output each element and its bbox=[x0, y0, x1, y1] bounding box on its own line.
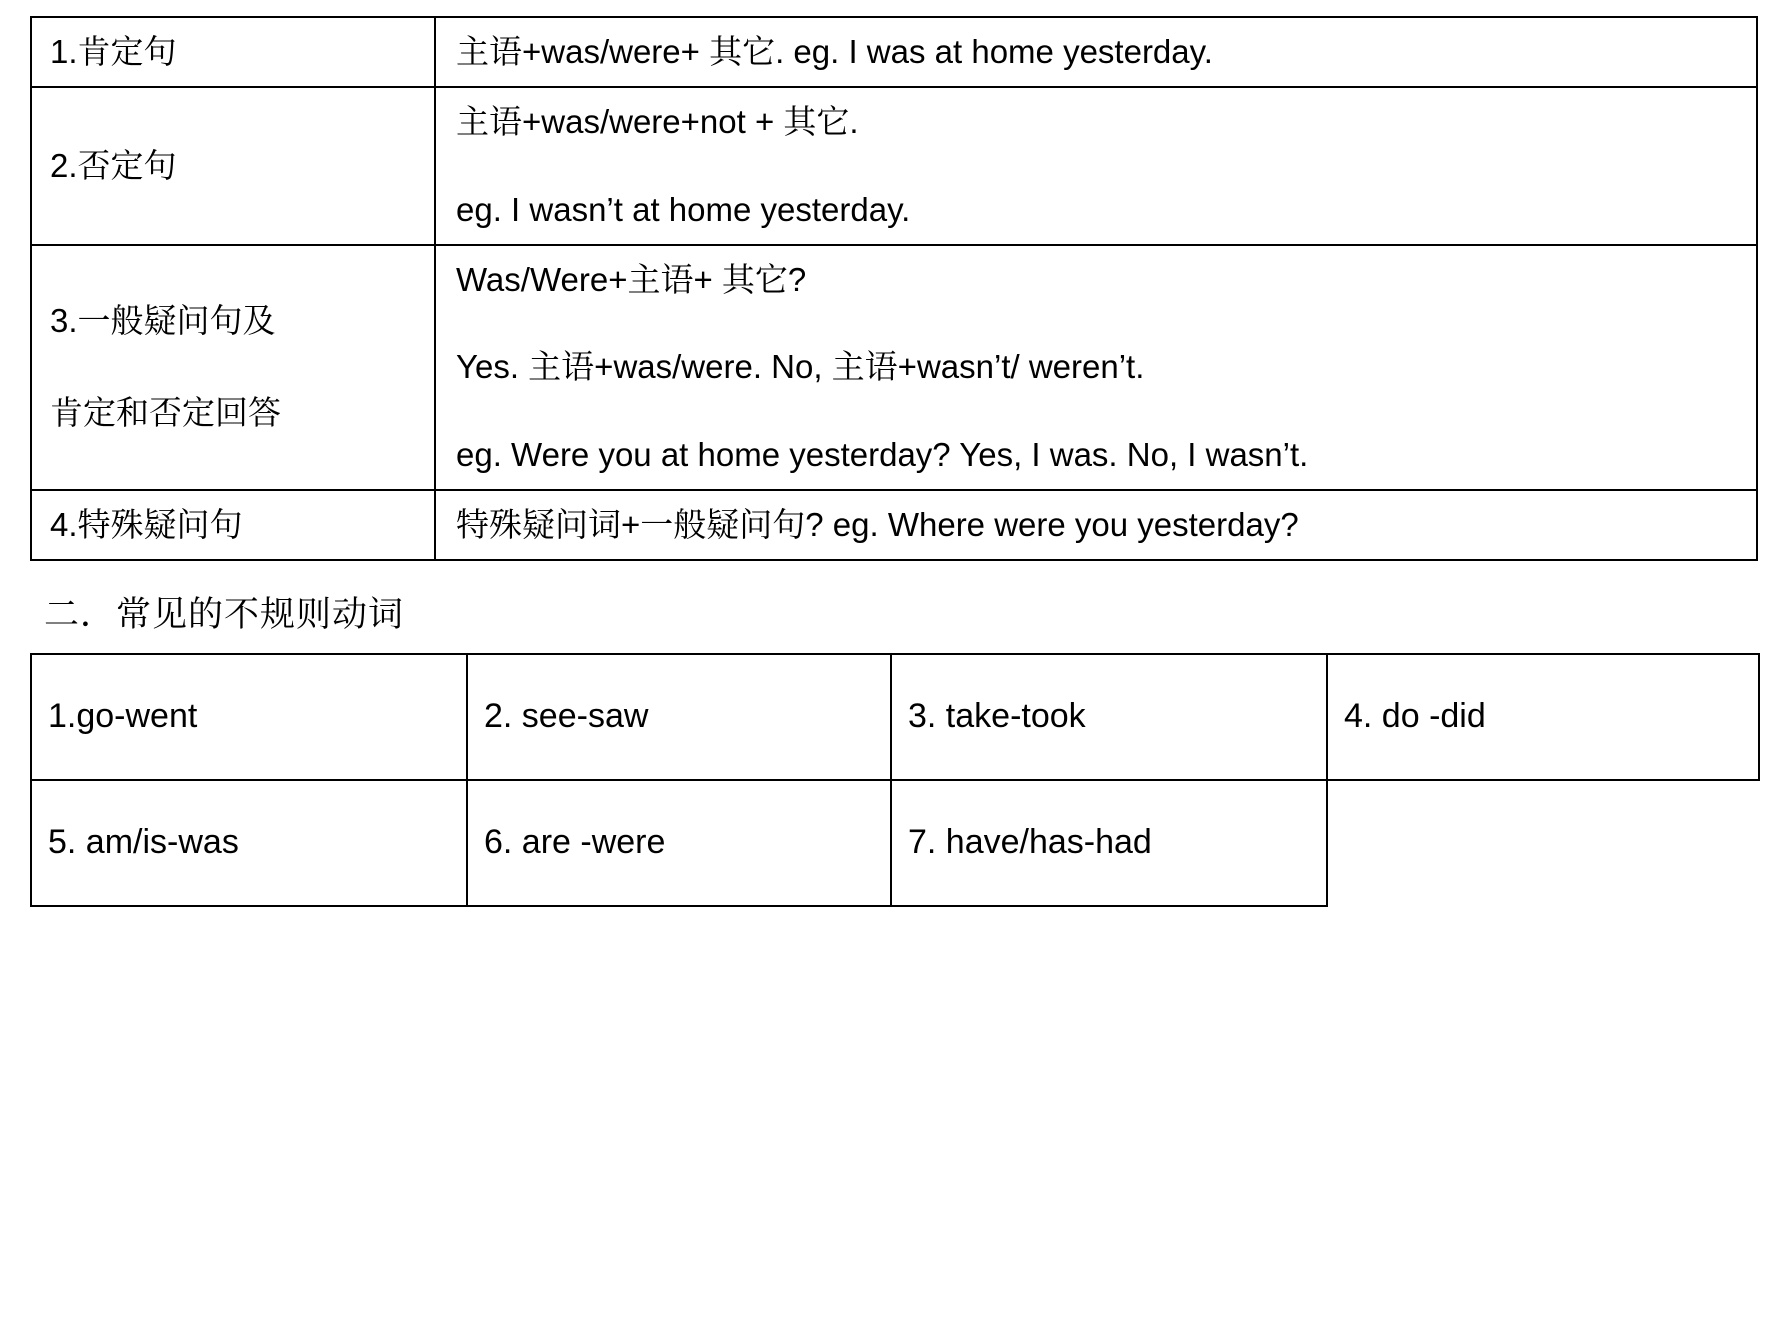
row-content-line: Yes. 主语+was/were. No, 主语+wasn’t/ weren’t. bbox=[456, 348, 1145, 386]
row-label-cell bbox=[31, 245, 435, 491]
section-heading: 二．常见的不规则动词 bbox=[44, 594, 405, 634]
row-content-line: eg. Were you at home yesterday? Yes, I was. No, I wasn’t. bbox=[456, 436, 1309, 474]
row-label-cell bbox=[31, 490, 435, 560]
verb-cell: 4. do -did bbox=[1327, 654, 1759, 780]
table-row bbox=[31, 654, 1759, 780]
row-label-cell bbox=[31, 17, 435, 87]
grammar-structure-table bbox=[30, 16, 1758, 561]
row-label-line: 3.一般疑问句及 bbox=[50, 302, 276, 340]
table-row bbox=[31, 87, 1757, 245]
irregular-verbs-table bbox=[30, 653, 1760, 907]
row-content-cell bbox=[435, 245, 1757, 491]
verb-cell: 2. see-saw bbox=[467, 654, 891, 780]
verb-cell: 3. take-took bbox=[891, 654, 1327, 780]
table-row bbox=[31, 245, 1757, 491]
verb-cell: 7. have/has-had bbox=[891, 780, 1327, 906]
row-label-line: 1.肯定句 bbox=[50, 33, 177, 70]
verb-cell: 6. are -were bbox=[467, 780, 891, 906]
row-label-cell bbox=[31, 87, 435, 245]
verb-cell: 1.go-went bbox=[31, 654, 467, 780]
table-row bbox=[31, 780, 1759, 906]
row-content-cell bbox=[435, 17, 1757, 87]
row-content-line: eg. I wasn’t at home yesterday. bbox=[456, 190, 911, 228]
row-content-cell bbox=[435, 490, 1757, 560]
row-content-line: Was/Were+主语+ 其它? bbox=[456, 260, 807, 298]
verb-cell-empty bbox=[1327, 780, 1759, 906]
row-label-line: 2.否定句 bbox=[50, 146, 177, 184]
verb-cell: 5. am/is-was bbox=[31, 780, 467, 906]
table-row bbox=[31, 17, 1757, 87]
row-content-line: 主语+was/were+not + 其它. bbox=[456, 102, 859, 140]
row-label-line: 4.特殊疑问句 bbox=[50, 506, 243, 544]
row-label-line: 肯定和否定回答 bbox=[50, 394, 281, 432]
row-content-line: 特殊疑问词+一般疑问句? eg. Where were you yesterday? bbox=[456, 506, 1299, 544]
table-row bbox=[31, 490, 1757, 560]
row-content-line: 主语+was/were+ 其它. eg. I was at home yesterday. bbox=[456, 33, 1213, 70]
row-content-cell bbox=[435, 87, 1757, 245]
